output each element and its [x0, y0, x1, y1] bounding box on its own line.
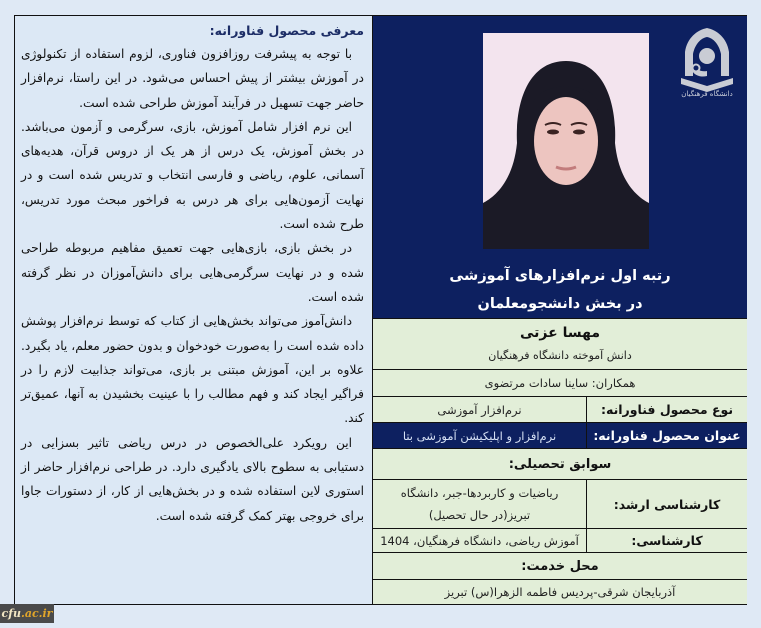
description-paragraph: در بخش بازی، بازی‌هایی جهت تعمیق مفاهیم مربوطه طراحی شده و در نهایت سرگرمی‌هایی برای دانش‌آموزان در نظر گرفته شده است. [21, 241, 364, 304]
description-paragraph: این رویکرد علی‌الخصوص در درس ریاضی تاثیر بسزایی در دستیابی به سطوح بالای یادگیری دارد. در طراحی نرم‌افزار حاضر از استوری لاین استفاده شده و در بخش‌هایی از کار، از دستورات جاوا برای خروجی بهتر کمک گرفته شده است. [21, 435, 364, 523]
product-title-value: نرم‌افزار و اپلیکیشن آموزشی بتا [373, 423, 587, 448]
student-name: مهسا عزتی [520, 325, 600, 341]
name-row [373, 318, 747, 369]
masters-label: کارشناسی ارشد: [613, 496, 721, 512]
product-type-label: نوع محصول فناورانه: [600, 402, 734, 417]
student-portrait-image [483, 33, 649, 249]
award-title [373, 262, 747, 318]
collaborators-text: همکاران: ساینا سادات مرتضوی [484, 376, 636, 390]
education-heading: سوابق تحصیلی: [508, 456, 612, 472]
info-panel [372, 16, 747, 604]
education-heading-row [373, 448, 747, 479]
description-paragraph: دانش‌آموز می‌تواند بخش‌هایی از کتاب که توسط نرم‌افزار پوشش داده شده است را به‌صورت خودخوان و بدون حضور معلم، یاد بگیرد. علاوه بر این، آموزش مبتنی بر بازی، می‌تواند جذابیت لازم را در فراگیر ایجاد کند و فهم مطالب را با عینیت بخشیدن به آنها، عمیق‌تر کند. [21, 314, 364, 426]
masters-row [373, 479, 747, 528]
description-paragraph: این نرم افزار شامل آموزش، بازی، سرگرمی و آزمون می‌باشد. در بخش آموزش، یک درس از هر یک از دروس قرآن، هدیه‌های آسمانی، علوم، ریاضی و فارسی انتخاب و تدریس شده است و در نهایت آزمون‌هایی برای هر درس به فراخور مبحث مورد تدریس، طرح شده است. [21, 119, 364, 232]
bachelor-label: کارشناسی: [631, 533, 703, 548]
hero-banner [373, 16, 747, 318]
service-location: آذربایجان شرقی-پردیس فاطمه الزهرا(س) تبریز [444, 585, 676, 599]
award-title-line2: در بخش دانشجومعلمان [477, 296, 643, 312]
service-heading-row [373, 552, 747, 579]
bachelor-row [373, 528, 747, 552]
service-value-row [373, 579, 747, 604]
watermark-part1: cfu [1, 607, 21, 620]
product-description-panel [15, 16, 372, 604]
logo-caption: دانشگاه فرهنگیان [681, 90, 733, 98]
student-affiliation: دانش آموخته دانشگاه فرهنگیان [488, 349, 632, 362]
profile-card [14, 15, 747, 605]
service-heading: محل خدمت: [521, 558, 599, 574]
product-title-label: عنوان محصول فناورانه: [593, 428, 741, 443]
bachelor-value: آموزش ریاضی، دانشگاه فرهنگیان، 1404 [373, 529, 587, 552]
masters-value: ریاضیات و کاربردها-جبر، دانشگاه تبریز(در حال تحصیل) [373, 480, 587, 528]
site-watermark [0, 604, 54, 623]
description-heading: معرفی محصول فناورانه: [209, 23, 364, 38]
watermark-part2: .ac.ir [20, 607, 53, 620]
description-paragraph: با توجه به پیشرفت روزافزون فناوری، لزوم استفاده از تکنولوژی در آموزش بیشتر از پیش احساس می‌شود. در این راستا، نرم‌افزار حاضر جهت تسهیل در فرآیند آموزش طراحی شده است. [21, 47, 364, 110]
product-type-row [373, 396, 747, 422]
product-type-value: نرم‌افزار آموزشی [373, 397, 587, 422]
award-title-line1: رتبه اول نرم‌افزارهای آموزشی [449, 268, 671, 284]
product-title-row [373, 422, 747, 448]
collaborators-row [373, 369, 747, 396]
